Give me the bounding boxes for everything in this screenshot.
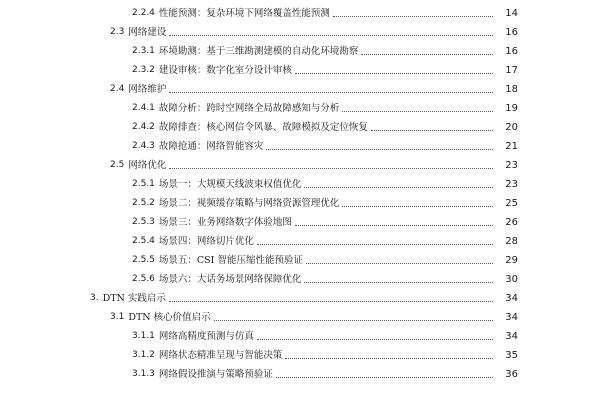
toc-entry-number: 2.4.1 [132, 103, 155, 113]
toc-leader-dots [266, 149, 493, 150]
toc-entry-page-number: 30 [505, 274, 518, 285]
toc-entry-number: 2.3 [110, 27, 125, 37]
toc-entry-title: 环境勘测：基于三维勘测建模的自动化环境勘察 [158, 46, 359, 57]
toc-entry[interactable] [0, 23, 600, 42]
toc-leader-dots [169, 301, 493, 302]
toc-entry[interactable] [0, 346, 600, 365]
toc-leader-dots [257, 339, 493, 340]
toc-entry[interactable] [0, 99, 600, 118]
toc-entry-number: 2.5.5 [132, 255, 155, 265]
toc-entry-number: 2.5.4 [132, 236, 155, 246]
toc-entry-page-number: 25 [505, 198, 518, 209]
toc-entry-number: 2.5.2 [132, 198, 155, 208]
toc-entry-number: 3.1.2 [132, 350, 155, 360]
toc-leader-dots [169, 92, 493, 93]
toc-entry-title: 场景六：大话务场景网络保障优化 [158, 274, 302, 285]
toc-entry-number: 2.5.3 [132, 217, 155, 227]
toc-leader-dots [214, 320, 493, 321]
toc-leader-dots [285, 358, 493, 359]
toc-entry-number: 2.4.3 [132, 141, 155, 151]
toc-entry-title: 建设审核：数字化室分设计审核 [158, 65, 292, 76]
toc-entry-title: 故障排查：核心网信令风暴、故障模拟及定位恢复 [158, 122, 368, 133]
toc-leader-dots [169, 35, 493, 36]
toc-leader-dots [333, 16, 493, 17]
toc-entry[interactable] [0, 156, 600, 175]
toc-entry-number: 2.3.1 [132, 46, 155, 56]
toc-entry[interactable] [0, 137, 600, 156]
toc-entry-number: 2.4.2 [132, 122, 155, 132]
toc-entry[interactable] [0, 289, 600, 308]
toc-entry-number: 2.3.2 [132, 65, 155, 75]
toc-entry[interactable] [0, 118, 600, 137]
toc-entry-page-number: 34 [505, 331, 518, 342]
toc-leader-dots [361, 54, 493, 55]
toc-entry-title: 网络建设 [128, 27, 167, 38]
toc-entry-number: 3.1.3 [132, 369, 155, 379]
toc-entry-number: 2.5.1 [132, 179, 155, 189]
toc-entry-page-number: 19 [505, 103, 518, 114]
toc-entry-page-number: 35 [505, 350, 518, 361]
toc-entry[interactable] [0, 270, 600, 289]
toc-entry[interactable] [0, 308, 600, 327]
toc-entry-title: 网络状态精准呈现与智能决策 [158, 350, 283, 361]
toc-entry-number: 2.5.6 [132, 274, 155, 284]
toc-leader-dots [276, 377, 493, 378]
toc-entry-title: 故障抢通：网络智能容灾 [158, 141, 264, 152]
toc-entry-page-number: 29 [505, 255, 518, 266]
toc-entry-title: 场景一：大规模天线波束权值优化 [158, 179, 302, 190]
toc-leader-dots [169, 168, 493, 169]
toc-entry-number: 2.5 [110, 160, 125, 170]
toc-leader-dots [342, 111, 493, 112]
toc-entry-title: 场景四：网络切片优化 [158, 236, 254, 247]
toc-entry-page-number: 36 [505, 369, 518, 380]
toc-entry-page-number: 23 [505, 179, 518, 190]
toc-entry[interactable] [0, 42, 600, 61]
toc-entry-number: 3. [90, 293, 99, 303]
toc-entry-page-number: 16 [505, 46, 518, 57]
toc-entry-number: 3.1.1 [132, 331, 155, 341]
toc-leader-dots [304, 187, 493, 188]
toc-entry[interactable] [0, 213, 600, 232]
toc-entry-page-number: 14 [505, 8, 518, 19]
toc-entry[interactable] [0, 327, 600, 346]
toc-entry[interactable] [0, 251, 600, 270]
toc-entry[interactable] [0, 175, 600, 194]
toc-entry-page-number: 17 [505, 65, 518, 76]
toc-leader-dots [306, 263, 493, 264]
toc-entry-title: 网络优化 [128, 160, 167, 171]
toc-entry-title: 场景二：视频缓存策略与网络资源管理优化 [158, 198, 340, 209]
toc-entry-page-number: 20 [505, 122, 518, 133]
toc-entry[interactable] [0, 61, 600, 80]
toc-entry-number: 2.2.4 [132, 8, 155, 18]
toc-leader-dots [295, 225, 493, 226]
toc-entry-page-number: 16 [505, 27, 518, 38]
toc-leader-dots [295, 73, 493, 74]
toc-entry[interactable] [0, 4, 600, 23]
toc-entry[interactable] [0, 80, 600, 99]
toc-entry-page-number: 34 [505, 293, 518, 304]
toc-entry-page-number: 34 [505, 312, 518, 323]
toc-entry-title: DTN 核心价值启示 [128, 312, 211, 323]
toc-entry[interactable] [0, 232, 600, 251]
toc-entry-title: 性能预测：复杂环境下网络覆盖性能预测 [158, 8, 330, 19]
toc-entry-page-number: 26 [505, 217, 518, 228]
toc-leader-dots [304, 282, 493, 283]
toc-entry-number: 3.1 [110, 312, 125, 322]
toc-entry-page-number: 28 [505, 236, 518, 247]
toc-entry-title: 网络高精度预测与仿真 [158, 331, 254, 342]
toc-entry-title: 故障分析：跨时空网络全局故障感知与分析 [158, 103, 340, 114]
toc-entry-number: 2.4 [110, 84, 125, 94]
toc-entry[interactable] [0, 194, 600, 213]
toc-leader-dots [342, 206, 493, 207]
toc-entry-title: 场景五：CSI 智能压缩性能预验证 [158, 255, 303, 266]
toc-leader-dots [257, 244, 493, 245]
toc-entry-title: 网络维护 [128, 84, 167, 95]
toc-entry-page-number: 23 [505, 160, 518, 171]
toc-leader-dots [371, 130, 493, 131]
toc-entry-page-number: 21 [505, 141, 518, 152]
toc-entry-title: 网络假设推演与策略预验证 [158, 369, 273, 380]
toc-entry-page-number: 18 [505, 84, 518, 95]
toc-entry[interactable] [0, 365, 600, 384]
toc-entry-title: 场景三：业务网络数字体验地图 [158, 217, 292, 228]
toc-entry-title: DTN 实践启示 [102, 293, 166, 304]
